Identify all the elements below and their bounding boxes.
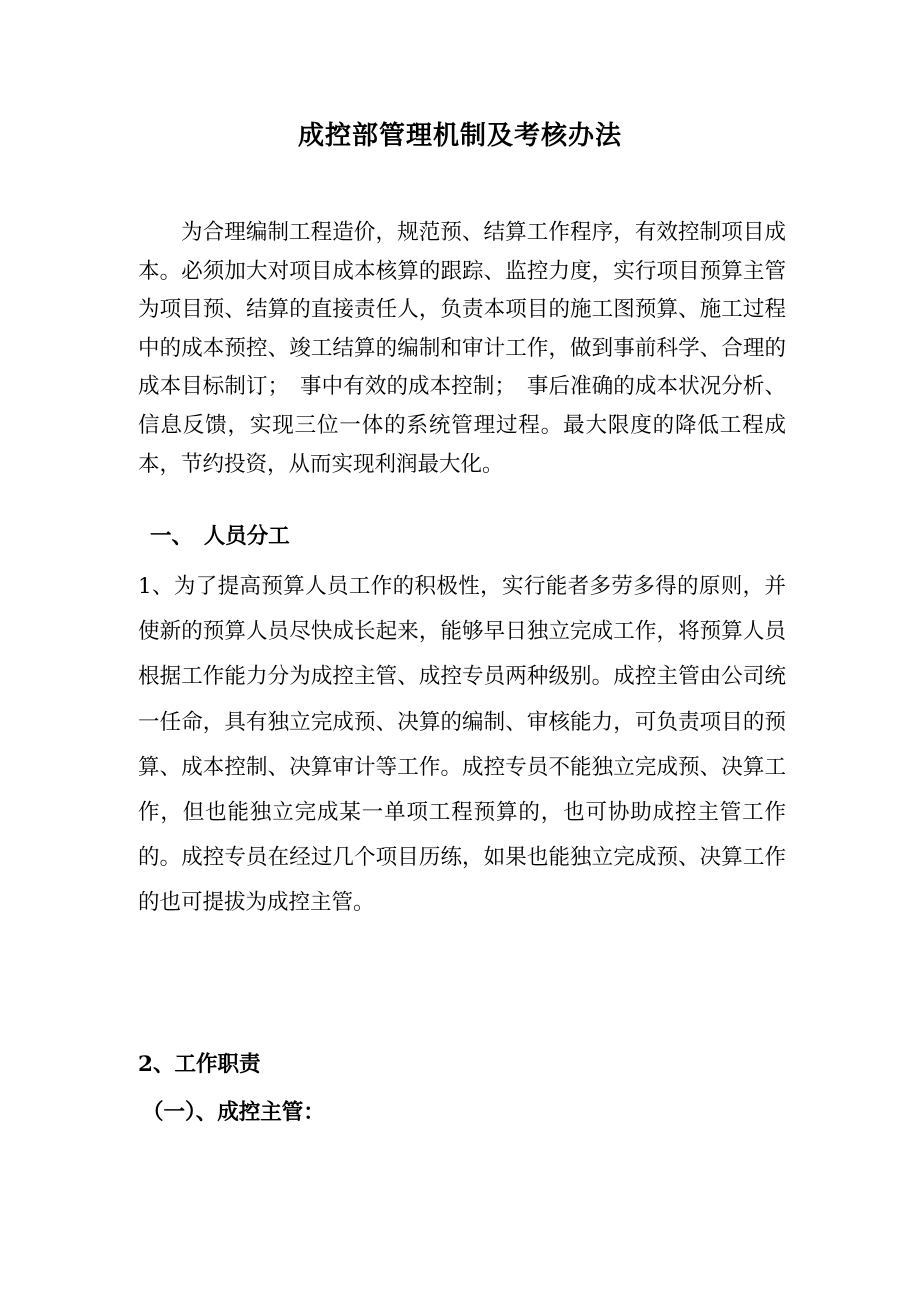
subsection-heading-cost-control-supervisor: （一）、成控主管： <box>142 1100 325 1125</box>
document-title: 成控部管理机制及考核办法 <box>297 121 622 151</box>
intro-paragraph: 为合理编制工程造价，规范预、结算工作程序，有效控制项目成本。必须加大对项目成本核算的跟踪、监控力度，实行项目预算主管为项目预、结算的直接责任人，负责本项目的施工图预算、施工过程中的成本预控、竣工结算的编制和审计工作，做到事前科学、合理的成本目标制订； 事中有效的成本控制； 事后准确的成本状况分析、信息反馈，实现三位一体的系统管理过程。最大限度的降低工程成本，节约投资，从而实现利润最大化。 <box>138 220 786 477</box>
staffing-paragraph: 1、为了提高预算人员工作的积极性，实行能者多劳多得的原则，并使新的预算人员尽快成长起来，能够早日独立完成工作，将预算人员根据工作能力分为成控主管、成控专员两种级别。成控主管由公司统一任命，具有独立完成预、决算的编制、审核能力，可负责项目的预算、成本控制、决算审计等工作。成控专员不能独立完成预、决算工作，但也能独立完成某一单项工程预算的，也可协助成控主管工作的。成控专员在经过几个项目历练，如果也能独立完成预、决算工作的也可提拔为成控主管。 <box>138 574 786 916</box>
section-heading-duties: 2、工作职责 <box>138 1052 261 1077</box>
section-heading-staffing: 一、 人员分工 <box>150 524 290 549</box>
